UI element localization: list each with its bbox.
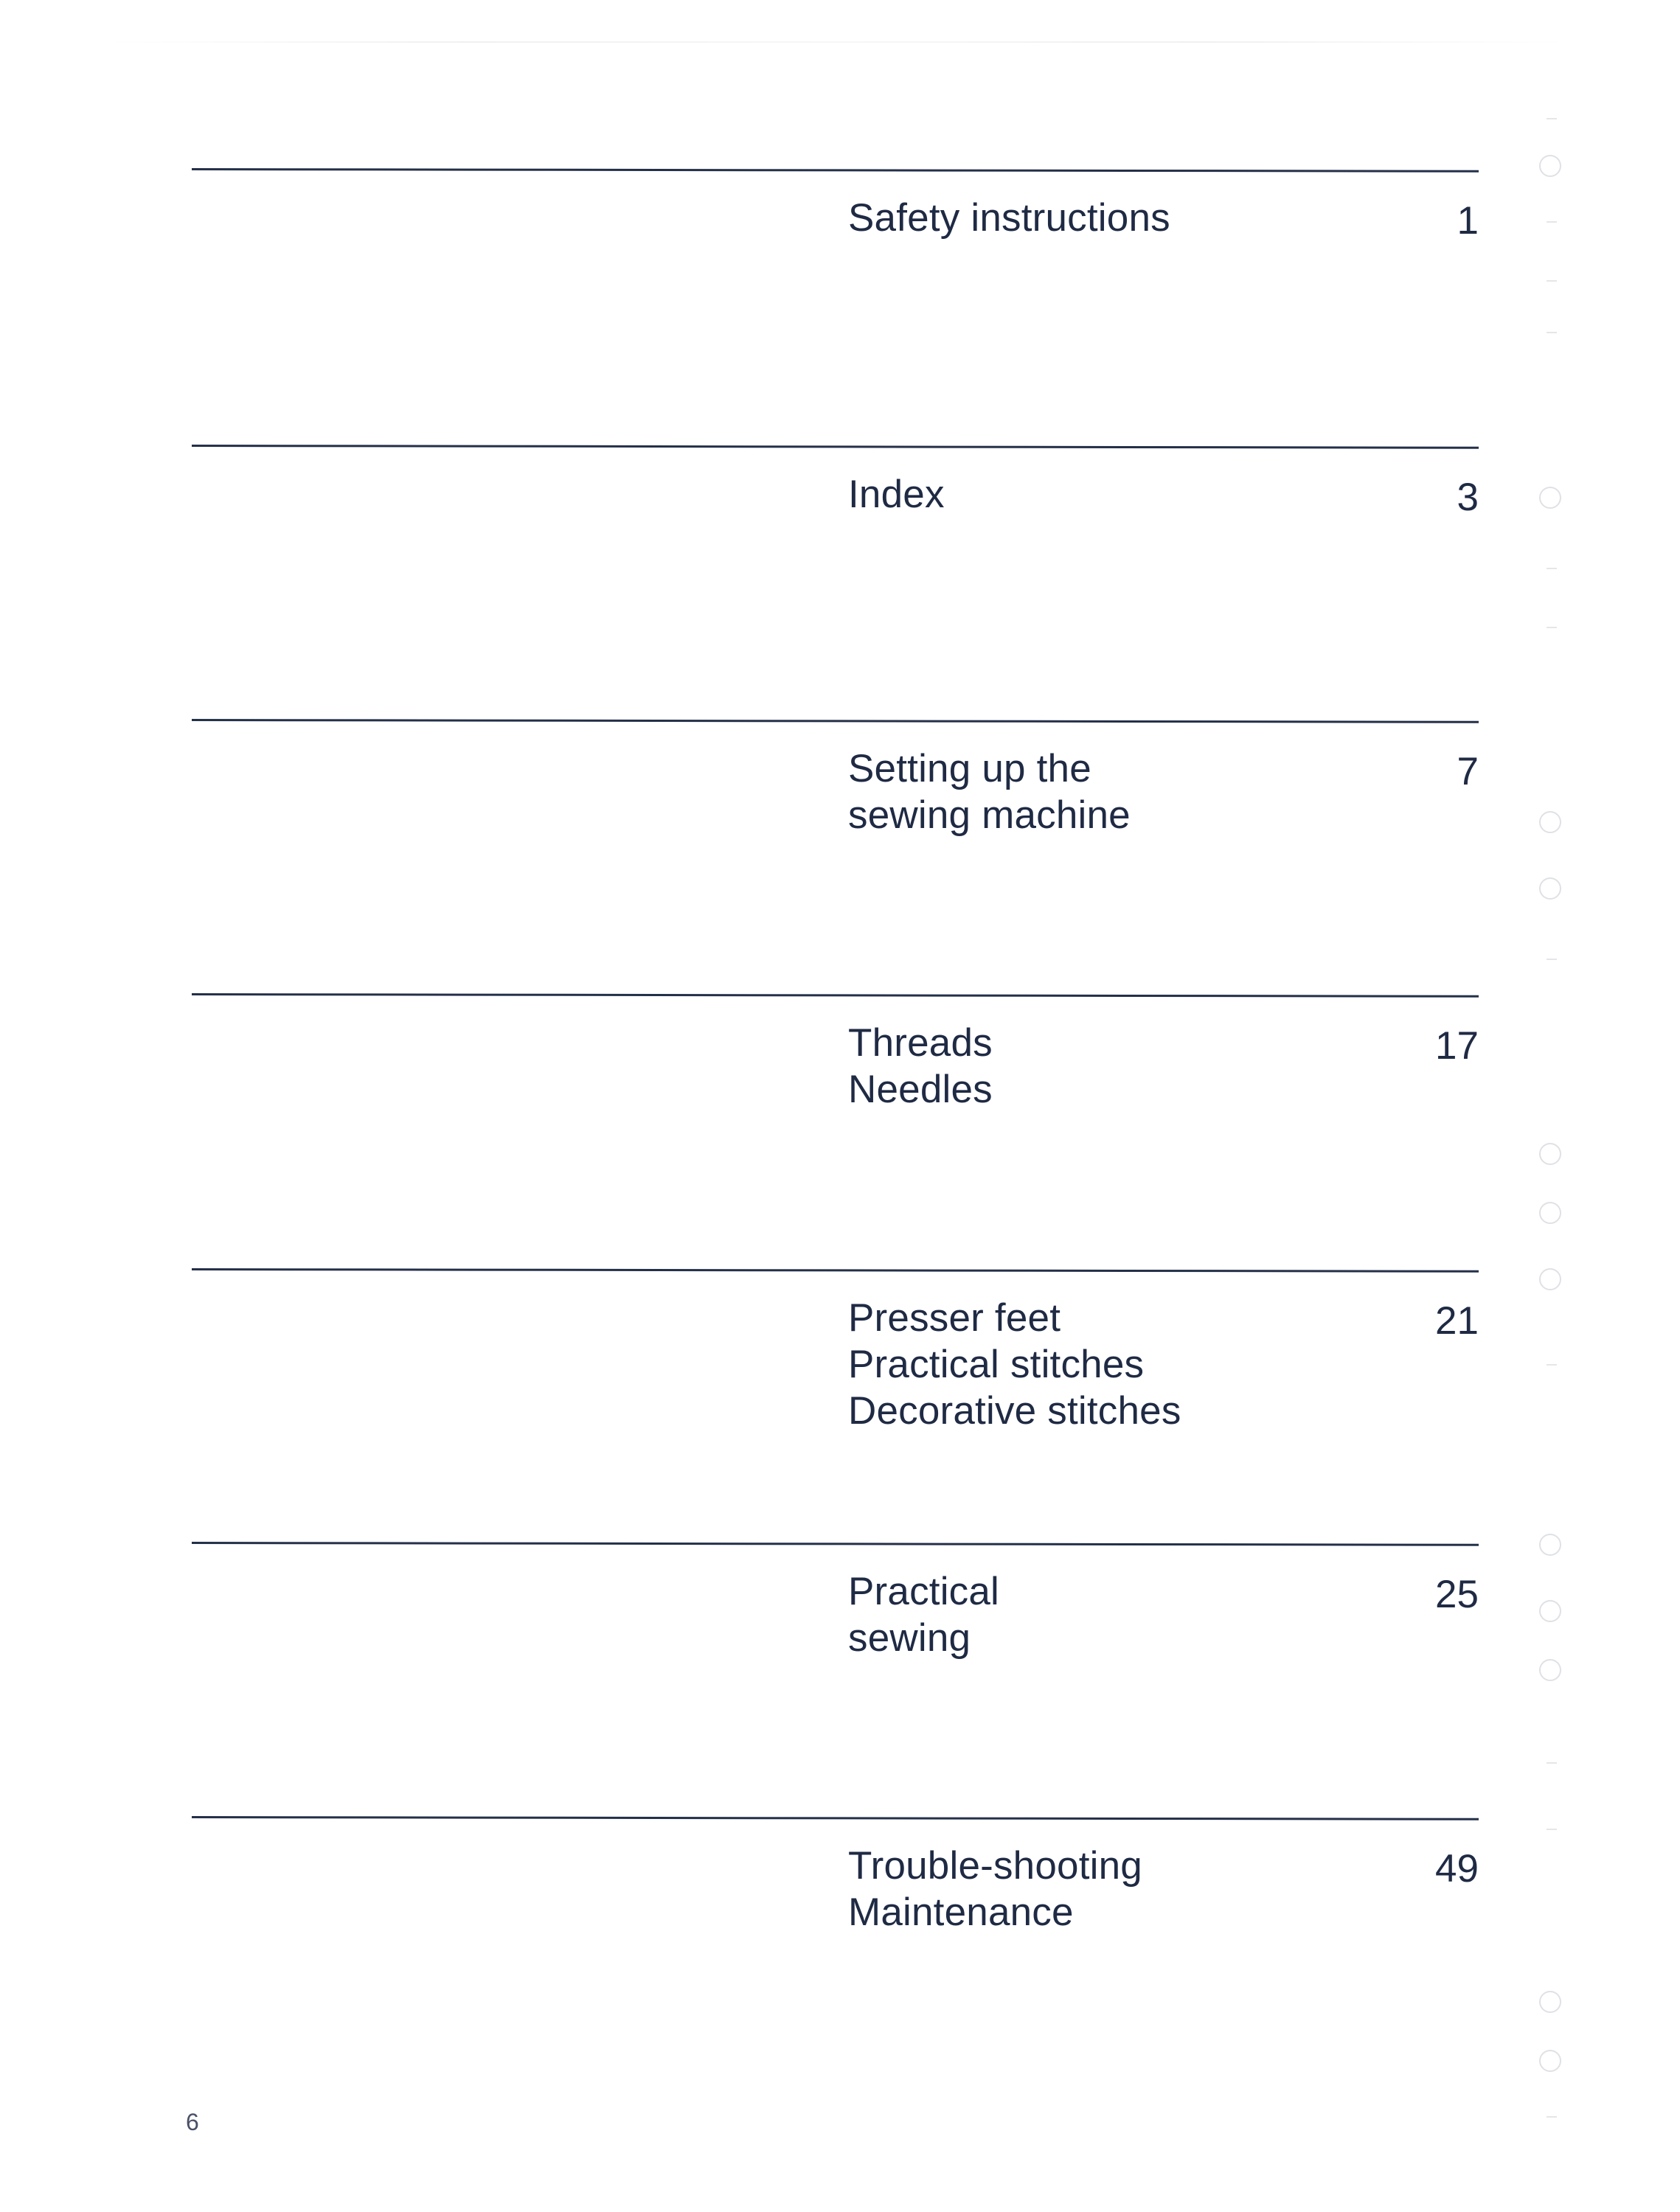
section-page-number: 17	[1435, 1024, 1479, 1068]
binding-mark	[1547, 2116, 1557, 2118]
section-title: Practical stitches	[848, 1343, 1145, 1386]
binding-mark	[1547, 221, 1557, 223]
section-title: Practical	[848, 1570, 1000, 1613]
section-divider	[192, 445, 1479, 449]
section-page-number: 7	[1457, 750, 1479, 793]
section-title: Index	[848, 473, 945, 516]
toc-section-setup	[192, 719, 1479, 984]
toc-section-safety	[192, 168, 1479, 434]
binding-mark	[1547, 1829, 1557, 1830]
section-page-number: 3	[1457, 476, 1479, 519]
section-titles	[848, 1568, 999, 1661]
section-titles	[848, 1295, 1181, 1434]
toc-section-threads	[192, 993, 1479, 1259]
section-divider	[192, 168, 1479, 173]
binding-hole	[1539, 877, 1561, 900]
binding-hole	[1539, 155, 1561, 177]
section-title: Safety instructions	[848, 196, 1170, 240]
binding-hole	[1539, 1600, 1561, 1622]
section-divider	[192, 719, 1479, 723]
binding-holes	[1530, 111, 1575, 2175]
section-page-number: 1	[1457, 199, 1479, 243]
binding-mark	[1547, 1762, 1557, 1764]
toc-section-presser-feet	[192, 1268, 1479, 1534]
section-title: Setting up the	[848, 747, 1091, 790]
section-titles	[848, 195, 1170, 241]
binding-hole	[1539, 1268, 1561, 1290]
binding-hole	[1539, 1659, 1561, 1681]
section-title: Needles	[848, 1068, 993, 1111]
toc-section-index	[192, 445, 1479, 710]
section-title: sewing machine	[848, 793, 1131, 837]
section-titles	[848, 471, 945, 518]
binding-mark	[1547, 627, 1557, 628]
binding-hole	[1539, 1143, 1561, 1165]
binding-hole	[1539, 811, 1561, 833]
toc-section-trouble-shooting	[192, 1816, 1479, 2081]
binding-hole	[1539, 1534, 1561, 1556]
binding-mark	[1547, 1364, 1557, 1366]
binding-mark	[1547, 280, 1557, 282]
section-title: Threads	[848, 1021, 993, 1065]
section-title: sewing	[848, 1616, 971, 1660]
section-title: Maintenance	[848, 1891, 1074, 1934]
section-divider	[192, 993, 1479, 998]
binding-hole	[1539, 1991, 1561, 2013]
section-title: Trouble-shooting	[848, 1844, 1142, 1888]
page-number: 6	[186, 2109, 199, 2135]
binding-hole	[1539, 487, 1561, 509]
section-titles	[848, 745, 1131, 838]
binding-mark	[1547, 118, 1557, 119]
section-divider	[192, 1542, 1479, 1546]
section-titles	[848, 1020, 993, 1113]
section-page-number: 25	[1435, 1573, 1479, 1616]
binding-mark	[1547, 332, 1557, 333]
section-title: Presser feet	[848, 1296, 1061, 1340]
scan-artifact	[103, 41, 1571, 43]
binding-hole	[1539, 2050, 1561, 2072]
section-titles	[848, 1843, 1142, 1935]
binding-hole	[1539, 1202, 1561, 1224]
binding-mark	[1547, 568, 1557, 569]
section-title: Decorative stitches	[848, 1389, 1181, 1433]
toc-section-practical-sewing	[192, 1542, 1479, 1807]
section-page-number: 21	[1435, 1299, 1479, 1343]
binding-mark	[1547, 959, 1557, 960]
section-page-number: 49	[1435, 1847, 1479, 1891]
section-divider	[192, 1268, 1479, 1273]
section-divider	[192, 1816, 1479, 1820]
